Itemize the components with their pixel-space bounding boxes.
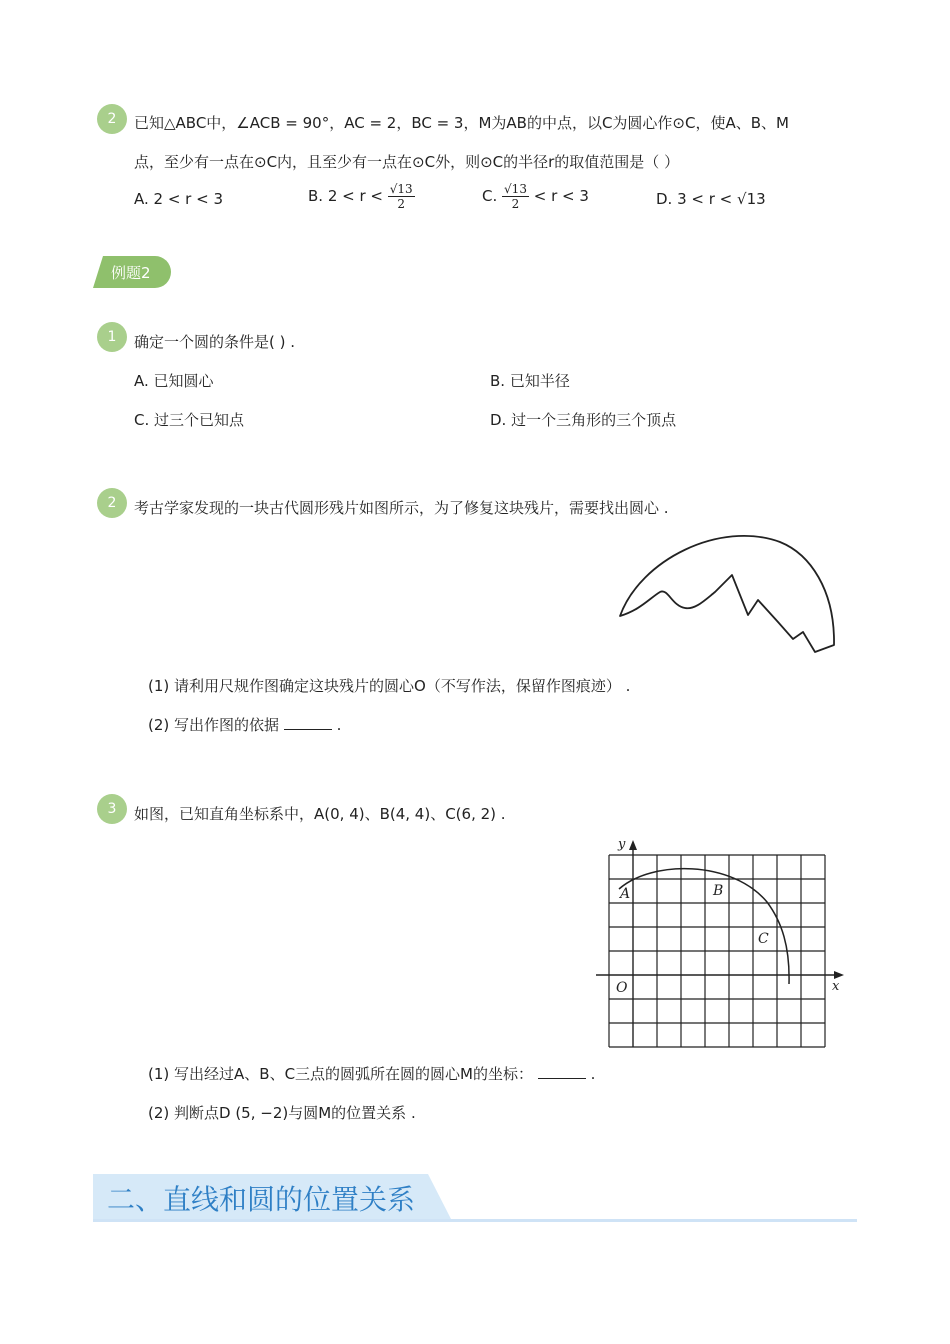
sub-question-2: (2) 判断点D (5, −2)与圆M的位置关系 . (148, 1104, 416, 1122)
example-tag: 例题2 (93, 256, 171, 288)
option-d: D. 3 < r < √13 (656, 190, 766, 208)
point-c-label: C (758, 931, 769, 947)
coordinate-grid-figure (592, 832, 852, 1052)
point-a-label: A (620, 886, 631, 902)
section-underline (93, 1219, 857, 1222)
arc-through-abc (619, 869, 789, 984)
answer-blank[interactable] (284, 717, 332, 730)
question-text-line1: 已知△ABC中，∠ACB = 90°，AC = 2，BC = 3，M为AB的中点，以C为圆心作⊙C，使A、B、M (134, 114, 789, 132)
option-d: D. 过一个三角形的三个顶点 (490, 411, 677, 429)
point-b-label: B (713, 883, 724, 899)
sub-question-1: (1) 请利用尺规作图确定这块残片的圆心O（不写作法，保留作图痕迹） . (148, 677, 631, 695)
fraction: $\frac{√13}{2}$ (504, 182, 527, 211)
x-axis-label: x (832, 979, 840, 994)
question-stem: 确定一个圆的条件是( ) . (134, 333, 296, 351)
section-heading: 二、直线和圆的位置关系 (93, 1174, 857, 1222)
y-axis-label: y (618, 837, 626, 852)
answer-blank[interactable] (538, 1066, 586, 1079)
option-c: C. 过三个已知点 (134, 411, 245, 429)
option-a: A. 已知圆心 (134, 372, 214, 390)
origin-label: O (616, 980, 628, 996)
option-a: A. 2 < r < 3 (134, 190, 223, 208)
question-number-badge: 2 (97, 104, 127, 134)
question-number-badge: 3 (97, 794, 127, 824)
sub-question-2: (2) 写出作图的依据 . (148, 716, 342, 734)
sub-question-1: (1) 写出经过A、B、C三点的圆弧所在圆的圆心M的坐标： . (148, 1065, 596, 1083)
fraction: $\frac{√13}{2}$ (389, 182, 413, 211)
question-stem: 如图，已知直角坐标系中，A(0, 4)、B(4, 4)、C(6, 2) . (134, 805, 506, 823)
axes (596, 844, 840, 1047)
question-number-badge: 1 (97, 322, 127, 352)
question-stem: 考古学家发现的一块古代圆形残片如图所示，为了修复这块残片，需要找出圆心 . (134, 499, 669, 517)
broken-circle-fragment-figure (610, 530, 845, 660)
question-text-line2: 点，至少有一点在⊙C内，且至少有一点在⊙C外，则⊙C的半径r的取值范围是（ ） (134, 153, 680, 171)
option-c: C. $\frac{√13}{2}$ < r < 3 (482, 182, 589, 211)
option-b: B. 2 < r < $\frac{√13}{2}$ (308, 182, 413, 211)
option-b: B. 已知半径 (490, 372, 570, 390)
question-number-badge: 2 (97, 488, 127, 518)
x-axis-arrow-icon (834, 971, 844, 979)
y-axis-arrow-icon (629, 840, 637, 850)
